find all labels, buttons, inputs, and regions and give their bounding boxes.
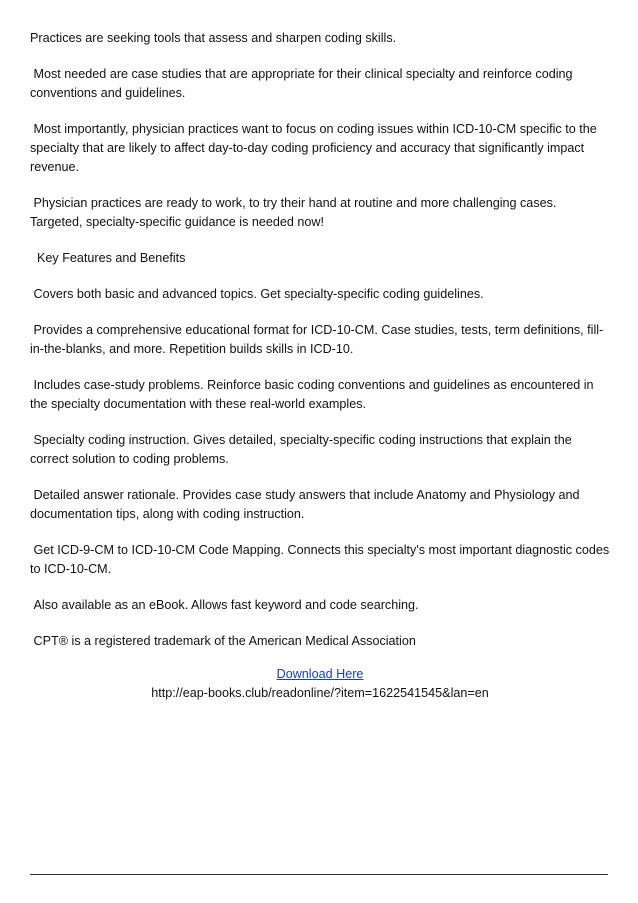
section-heading-key-features: Key Features and Benefits: [30, 251, 186, 265]
paragraph-basic-advanced: Covers both basic and advanced topics. Get specialty-specific coding guidelines.: [30, 287, 484, 301]
paragraph-educational-format: Provides a comprehensive educational format for ICD-10-CM. Case studies, tests, term definitions, fill-in-the-blanks, and more. Repetition builds skills in ICD-10.: [30, 323, 604, 356]
paragraph-code-mapping: Get ICD-9-CM to ICD-10-CM Code Mapping. Connects this specialty's most important diagnostic codes to ICD-10-CM.: [30, 543, 613, 576]
paragraph-case-study-problems: Includes case-study problems. Reinforce basic coding conventions and guidelines as encountered in the specialty documentation with these real-world examples.: [30, 378, 598, 411]
download-block: [30, 665, 610, 703]
paragraph-specialty-instruction: Specialty coding instruction. Gives detailed, specialty-specific coding instructions that explain the correct solution to coding problems.: [30, 433, 576, 466]
paragraph-intro: Practices are seeking tools that assess and sharpen coding skills.: [30, 31, 397, 45]
paragraph-cpt-trademark: CPT® is a registered trademark of the American Medical Association: [30, 634, 416, 648]
paragraph-ready-to-work: Physician practices are ready to work, to try their hand at routine and more challenging cases. Targeted, specialty-specific guidance is needed now!: [30, 196, 560, 229]
document-body: [30, 29, 613, 703]
page-bottom-rule: [30, 874, 608, 875]
download-url: http://eap-books.club/readonline/?item=1622541545&lan=en: [151, 686, 489, 700]
paragraph-case-studies: Most needed are case studies that are appropriate for their clinical specialty and reinforce coding conventions and guidelines.: [30, 67, 577, 100]
paragraph-ebook: Also available as an eBook. Allows fast keyword and code searching.: [30, 598, 419, 612]
paragraph-icd10-focus: Most importantly, physician practices want to focus on coding issues within ICD-10-CM specific to the specialty that are likely to affect day-to-day coding proficiency and accuracy that significantly impact revenue.: [30, 122, 601, 174]
download-link[interactable]: Download Here: [276, 667, 364, 681]
paragraph-answer-rationale: Detailed answer rationale. Provides case study answers that include Anatomy and Physiology and documentation tips, along with coding instruction.: [30, 488, 584, 521]
